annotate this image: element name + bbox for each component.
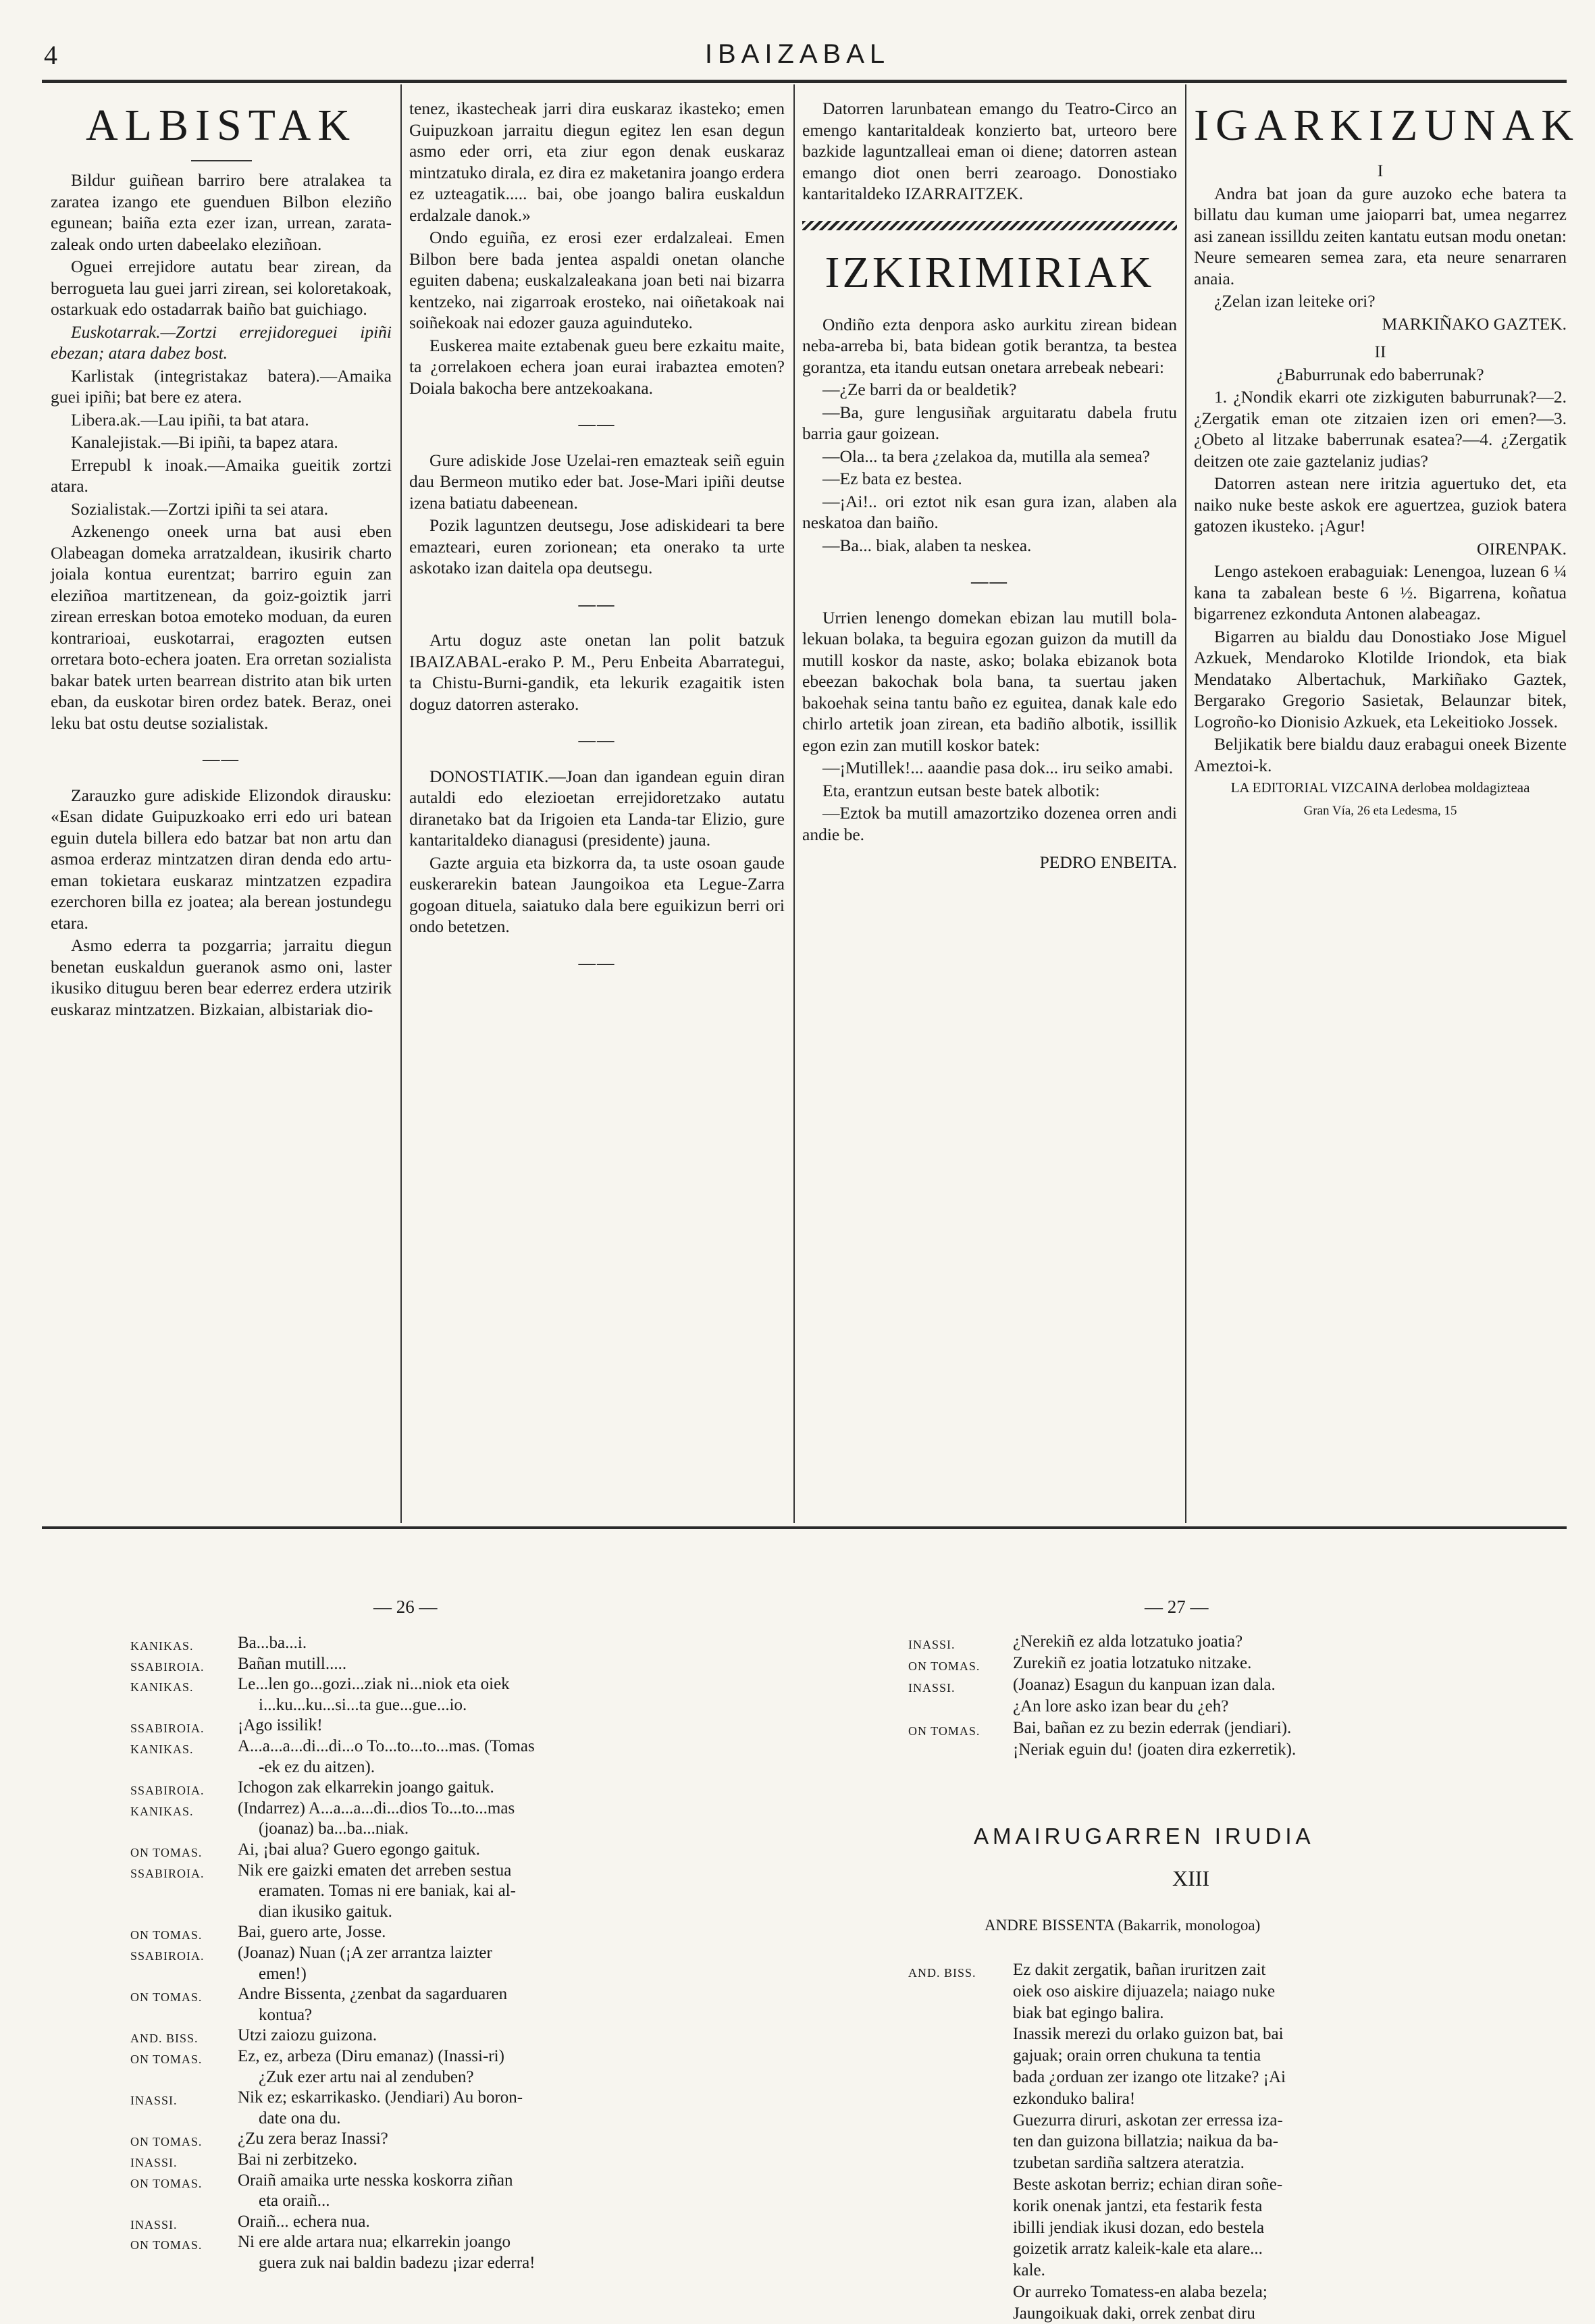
paragraph: —Ba, gure lengusiñak arguitaratu dabela frutu barria gaur goizean. [802,402,1177,443]
paragraph: Datorren astean nere iritzia aguertuko det, eta naiko nuke beste askok ere aguertzea, guziok batera gatozen ikusteko. ¡Agur! [1194,473,1567,536]
dialogue-line: ibilli jendiak ikusi dozan, edo bestela [1013,2218,1265,2237]
dialogue-line: ¿Zuk ezer artu nai al zenduben? [259,2067,474,2086]
dialogue-line: Beste askotan berriz; echian diran soñe- [1013,2175,1283,2194]
speaker-label: KANIKAS. [130,1680,194,1695]
speaker-label: KANIKAS. [130,1742,194,1756]
speaker-label: SSABIROIA. [130,1866,205,1880]
separator: —— [578,594,616,614]
dialogue-line: gajuak; orain orren chukuna ta tentia [1013,2046,1261,2065]
paragraph: Karlistak (integristakaz batera).—Amaika guei ipiñi; bat bere ez atera. [51,365,392,407]
paragraph: —¿Ze barri da or bealdetik? [822,380,1017,399]
paragraph: Beljikatik bere bialdu dauz erabagui oneek Bizente Ameztoi-k. [1194,734,1567,775]
separator: —— [971,571,1008,591]
dialogue-line: (Indarrez) A...a...a...di...dios To...to...mas [238,1799,515,1817]
dialogue-line: Le...len go...gozi...ziak ni...niok eta oiek [238,1675,510,1694]
paragraph: Zarauzko gure adiskide Elizondok dirausku: «Esan didate Guipuzkoako erri edo uri batean eguin dutela billera edo batzar bat non artu dan asmoa erderaz mintzatzen diran denda edo artu-eman tokietara euskaraz mintzatzen ezpadira ezerchoren billa ez joatea; ala berean jostundegu etara. [51,785,392,933]
paragraph: tenez, ikastecheak jarri dira euskaraz ikasteko; emen Guipuzkoan jarraitu diegun egitez len esan degun asmo eder orri, eta ziur egon denak euskaraz mintzatuko dirala, ez dira ez maketanira joango erdera ez uzteagatik..... bai, obe joango balira euskaldun erdalzale danok.» [409,99,785,225]
dialogue-line: ¡Neriak eguin du! (joaten dira ezkerretik). [1013,1740,1297,1759]
paragraph: —Ola... ta bera ¿zelakoa da, mutilla ala semea? [822,446,1150,466]
dialogue-line: Ni ere alde artara nua; elkarrekin joango [238,2233,511,2252]
dialogue-line: Ai, ¡bai alua? Guero egongo gaituk. [238,1840,480,1859]
dialogue-line: goizetik arratz kaleik-kale eta alare... [1013,2240,1263,2258]
dialogue-line: Or aurreko Tomatess-en alaba bezela; [1013,2283,1267,2301]
section-heading: IGARKIZUNAK [1194,101,1580,150]
paragraph: Ondiño ezta denpora asko aurkitu zirean bidean neba-arreba bi, bata bidean gotik berantza, ta bestea gorantza, eta itandu eutsan onetara arrebeak nebeari: [802,314,1177,377]
dialogue-line: (joanaz) ba...ba...niak. [259,1819,409,1838]
dialogue-line: Ez, ez, arbeza (Diru emanaz) (Inassi-ri) [238,2047,504,2065]
paragraph: Asmo ederra ta pozgarria; jarraitu diegun benetan euskaldun gueranok asmo oni, laster ikusiko dituguu beren bear ederrez erdera utzirik euskaraz mintzatzen. Bizkaian, albistariak dio- [51,935,392,1019]
speaker-label: ON TOMAS. [130,2238,203,2252]
speaker-label: SSABIROIA. [130,1949,205,1963]
header-rule [42,80,1567,83]
speaker-label: SSABIROIA. [130,1659,205,1674]
dialogue-line: ¿Zu zera beraz Inassi? [238,2129,388,2148]
paragraph: Bildur guiñean barriro bere atralakea ta zaratea izango ete guenduen Bilbon eleziño egunean; baiña ezta ezer izan, urrean, zarata-zaleak ondo urten dabeelako eleziñoan. [51,170,392,254]
signature: PEDRO ENBEITA. [1039,852,1177,872]
booklet-page-number-left: — 26 — [373,1597,438,1617]
speaker-label: INASSI. [130,2156,178,2169]
separator: —— [203,749,240,769]
dialogue-line: Jaungoikuak daki, orrek zenbat diru [1013,2304,1255,2323]
paragraph: Lengo astekoen erabaguiak: Lenengoa, luzean 6 ¼ kana ta zabalean beste 6 ½. Bigarrena, koñatua bigarrenez ezkonduta Antonen alabeagaz. [1194,561,1567,623]
scene-section-title: AMAIRUGARREN IRUDIA [974,1824,1315,1849]
paragraph: —Ba... biak, alaben ta neskea. [822,535,1032,555]
column-news [409,98,785,988]
speaker-label: ON TOMAS. [130,2135,203,2149]
dialogue-line: ten dan guizona billatzia; naikua da ba- [1013,2132,1278,2151]
dialogue-line: guera zuk nai baldin badezu ¡izar ederra! [259,2254,535,2272]
dialogue-line: ¡Ago issilik! [238,1716,323,1735]
paragraph: Ondo eguiña, ez erosi ezer erdalzaleai. Emen Bilbon bere bada jentea aspaldi onetan olanche eguiten dabena; euskalzaleakana joan beti nai bizarra kentzeko, nai zigarroak erosteko, nai oiñetakoak nai soiñekoak nai edozer gauza aguinduteko. [409,228,785,332]
dialogue-line: i...ku...ku...si...ta gue...gue...io. [259,1695,467,1714]
dialogue-line: Guezurra diruri, askotan zer erressa iza- [1013,2111,1283,2129]
dialogue-line: Oraiñ amaika urte nesska koskorra ziñan [238,2171,513,2190]
paragraph: Eta, erantzun eutsan beste batek albotik: [822,780,1100,800]
speaker-label: SSABIROIA. [130,1784,205,1798]
paragraph: ¿Zelan izan leiteke ori? [1214,291,1376,311]
dialogue-line: Bai, guero arte, Josse. [238,1923,386,1942]
dialogue-line: dian ikusiko gaituk. [259,1902,392,1921]
heading-rule [191,160,252,161]
paragraph: Andra bat joan da gure auzoko eche batera ta billatu dau kuman ume jaioparri bat, umea negarrez asi zanean issilldu zeiten kantatu eutsan modu onetan: Neure semearen semea zara, eta neure senarraren anaia. [1194,183,1567,288]
dialogue-line: Ba...ba...i. [238,1634,307,1652]
dialogue-line: bada ¿orduan zer izango ote litzake? ¡Ai [1013,2068,1286,2086]
dialogue-line: ezkonduko balira! [1013,2089,1136,2108]
dialogue-line: ¿An lore asko izan bear du ¿eh? [1013,1697,1229,1715]
dialogue-line: kale. [1013,2261,1045,2280]
dialogue-line: Oraiñ... echera nua. [238,2212,370,2231]
separator: —— [578,952,616,973]
column-igarkizunak [1194,98,1580,821]
column-rule [400,84,402,1523]
dialogue-line: (Joanaz) Nuan (¡A zer arrantza laizter [238,1944,492,1962]
paragraph: Azkenengo oneek urna bat ausi eben Olabeagan domeka arratzaldean, ikusirik charto joiala kontua eurentzat; barriro eguin zan eleziñoa martitzenean, da goiz-goiztik jarri zirean erreskan botoa emoteko moduan, da euren kontrarioai, euskotarrai, eragozten eutsen orretara boto-echera joaten. Era orretan sozialista bakar batek urten bearrean distrito atan bik urten eban, da euskotar biren ordez batek. Beraz, onei leku bat ostu deutse sozialistak. [51,521,392,733]
dialogue-line: korik onenak jantzi, eta festarik festa [1013,2196,1263,2215]
paragraph: Oguei errejidore autatu bear zirean, da berrogueta lau guei jarri zirean, sei koloretakoak, ostarkuak edo ostadarrak baiño bat guichiago. [51,257,392,319]
dialogue-line: biak bat egingo balira. [1013,2003,1164,2022]
speaker-label: INASSI. [908,1638,956,1651]
paragraph: Libera.ak.—Lau ipiñi, ta bat atara. [71,409,309,430]
dialogue-line: Nik ere gaizki ematen det arreben sestua [238,1861,512,1880]
riddle-title: ¿Baburrunak edo baberrunak? [1276,364,1484,384]
signature: MARKIÑAKO GAZTEK. [1382,313,1567,334]
speaker-label: ON TOMAS. [130,1846,203,1859]
dialogue-line: Bañan mutill..... [238,1654,347,1673]
speaker-label: SSABIROIA. [130,1722,205,1736]
speaker-label: ON TOMAS. [130,2176,203,2190]
dialogue-line: kontua? [259,2005,313,2024]
dialogue-line: eramaten. Tomas ni ere baniak, kai al- [259,1882,516,1901]
paragraph: —Eztok ba mutill amazortziko dozenea orren andi andie be. [802,803,1177,844]
page-bottom-rule [42,1526,1567,1529]
booklet-page-number-right: — 27 — [1145,1597,1209,1617]
dialogue-line: ¿Nerekiñ ez alda lotzatuko joatia? [1013,1632,1243,1651]
paragraph: Euskerea maite eztabenak gueu bere ezkaitu maite, ta ¿orrelakoen echera joan eurai irabaztea emoten? Doiala bakocha bere antzekoakana. [409,335,785,398]
separator: —— [578,730,616,750]
paragraph: Artu doguz aste onetan lan polit batzuk IBAIZABAL-erako P. M., Peru Enbeita Abarrategui, ta Chistu-Burni-gandik, eta lekurik ezagaitik isten doguz datorren asterako. [409,630,785,714]
speaker-label: AND. BISS. [908,1966,976,1980]
dialogue-line: Ez dakit zergatik, bañan iruritzen zait [1013,1961,1266,1979]
dialogue-line: emen!) [259,1964,307,1983]
scene-number: XIII [1172,1866,1210,1890]
section-number: II [1374,342,1386,361]
column-albistak [51,98,392,1020]
section-number: I [1377,161,1384,180]
separator: —— [578,414,616,434]
dialogue-line: Inassik merezi du orlako guizon bat, bai [1013,2025,1284,2044]
paragraph: Pozik laguntzen deutsegu, Jose adiskideari ta bere emazteari, euren zorionean; eta onerako ta urte askotako izan daitela opa deutsegu. [409,515,785,577]
speaker-label: ON TOMAS. [130,1990,203,2005]
dialogue-line: Nik ez; eskarrikasko. (Jendiari) Au boron- [238,2088,523,2107]
dialogue-line: A...a...a...di...di...o To...to...to...mas. (Tomas [238,1737,535,1755]
paragraph: —¡Ai!.. ori eztot nik esan gura izan, alaben ala neskatoa dan baiño. [802,491,1177,532]
dialogue-line: (Joanaz) Esagun du kanpuan izan dala. [1013,1676,1276,1694]
masthead: IBAIZABAL [704,39,891,69]
paragraph: DONOSTIATIK.—Joan dan igandean eguin diran autaldi edo elezioetan errejidoretzako autatu diranetako bat da Irigoien eta Landa-tar Elizio, gure kantaritaldeko dianagusi (presidente) jauna. [409,766,785,850]
paragraph: Gure adiskide Jose Uzelai-ren emazteak seiñ eguin dau Bermeon mutiko eder bat. Jose-Mari ipiñi deutse izena batiatu dabeenean. [409,450,785,513]
paragraph: Euskotarrak.—Zortzi errejidoreguei ipiñi ebezan; atara dabez bost. [51,321,392,363]
paragraph: Gazte arguia eta bizkorra da, ta uste osoan gaude euskerarekin batean Jaungoikoa eta Legue-Zarra gogoan dituela, saiatuko dala bere eguikizun berri ori ondo betetzen. [409,852,785,936]
speaker-label: AND. BISS. [130,2032,199,2046]
dialogue-line: Utzi zaiozu guizona. [238,2026,377,2045]
speaker-label: INASSI. [130,2217,178,2231]
speaker-label: ON TOMAS. [130,1928,203,1942]
dialogue-line: tzubetan sardiña saltzera ateratzia. [1013,2154,1245,2173]
speaker-label: INASSI. [908,1681,956,1695]
speaker-label: KANIKAS. [130,1639,194,1653]
dialogue-line: -ek ez du aitzen). [259,1757,375,1776]
speaker-label: INASSI. [130,2094,178,2108]
section-heading: ALBISTAK [85,101,357,150]
column-rule [1185,84,1186,1523]
ornament-rule [802,221,1177,230]
paragraph: —¡Mutillek!... aaandie pasa dok... iru seiko amabi. [822,758,1174,777]
paragraph: —Ez bata ez bestea. [822,469,962,488]
paragraph: Sozialistak.—Zortzi ipiñi ta sei atara. [71,498,328,519]
paragraph: Datorren larunbatean emango du Teatro-Circo an emengo kantaritaldeak konzierto bat, urteoro bere bazkide laguntzalleai eman oi diene; datorren astean emango diot onen berri zearoago. Donostiako kantaritaldeko IZARRAITZEK. [802,99,1177,203]
speaker-label: ON TOMAS. [130,2052,203,2066]
printer-address: Gran Vía, 26 eta Ledesma, 15 [1303,803,1457,818]
dialogue-line: Ichogon zak elkarrekin joango gaituk. [238,1778,494,1797]
column-izkirimiriak [802,98,1177,873]
speaker-label: ON TOMAS. [908,1659,980,1673]
speaker-label: ON TOMAS. [908,1724,980,1738]
page-number: 4 [44,40,57,70]
dialogue-line: oiek oso aiskire dijuazela; naiago nuke [1013,1982,1276,2000]
speaker-label: KANIKAS. [130,1804,194,1818]
paragraph: 1. ¿Nondik ekarri ote zizkiguten baburrunak?—2. ¿Zergatik eman ote zitzaien izen ori emen?—3. ¿Obeto al litzake baberrunak esatea?—4. ¿Zergatik deitzen ote zaie gaztelaniz judias? [1194,387,1567,471]
paragraph: Kanalejistak.—Bi ipiñi, ta bapez atara. [71,432,338,452]
dialogue-line: Bai ni zerbitzeko. [238,2150,358,2169]
dialogue-line: eta oraiñ... [259,2192,330,2211]
dialogue-line: Bai, bañan ez zu bezin ederrak (jendiari). [1013,1719,1292,1737]
dialogue-line: Zurekiñ ez joatia lotzatuko nitzake. [1013,1654,1252,1672]
printer-imprint: LA EDITORIAL VIZCAINA derlobea moldagizteaa [1230,779,1530,796]
paragraph: Errepubl k inoak.—Amaika gueitik zortzi atara. [51,455,392,496]
dialogue-line: date ona du. [259,2109,341,2127]
column-rule [793,84,795,1523]
dialogue-line: Andre Bissenta, ¿zenbat da sagarduaren [238,1985,508,2004]
paragraph: Urrien lenengo domekan ebizan lau mutill bola-lekuan bolaka, ta beguira egozan guizon da mutill da mutill koskor da naste, asko; bolaka ebizanok bota ebeezan bakochak bola bana, ta suertau jaken bakoehak seina tantu baño ez eguitea, danak kale edo chirlo artetik joan zirean, eta badiño albotik, issillik egon ezin zan mutill koskor batek: [802,607,1177,755]
section-heading: IZKIRIMIRIAK [825,247,1155,297]
paragraph: Bigarren au bialdu dau Donostiako Jose Miguel Azkuek, Mendaroko Klotilde Iriondok, eta biak Mendatako Albertachuk, Markiñako Gaztek, Bergarako Gregorio Sasietak, Belaunzar bitek, Logroño-ko Dionisio Azkuek, eta Lekeitioko Jossek. [1194,626,1567,731]
scene-character: ANDRE BISSENTA (Bakarrik, monologoa) [985,1917,1261,1934]
signature: OIRENPAK. [1477,538,1567,559]
